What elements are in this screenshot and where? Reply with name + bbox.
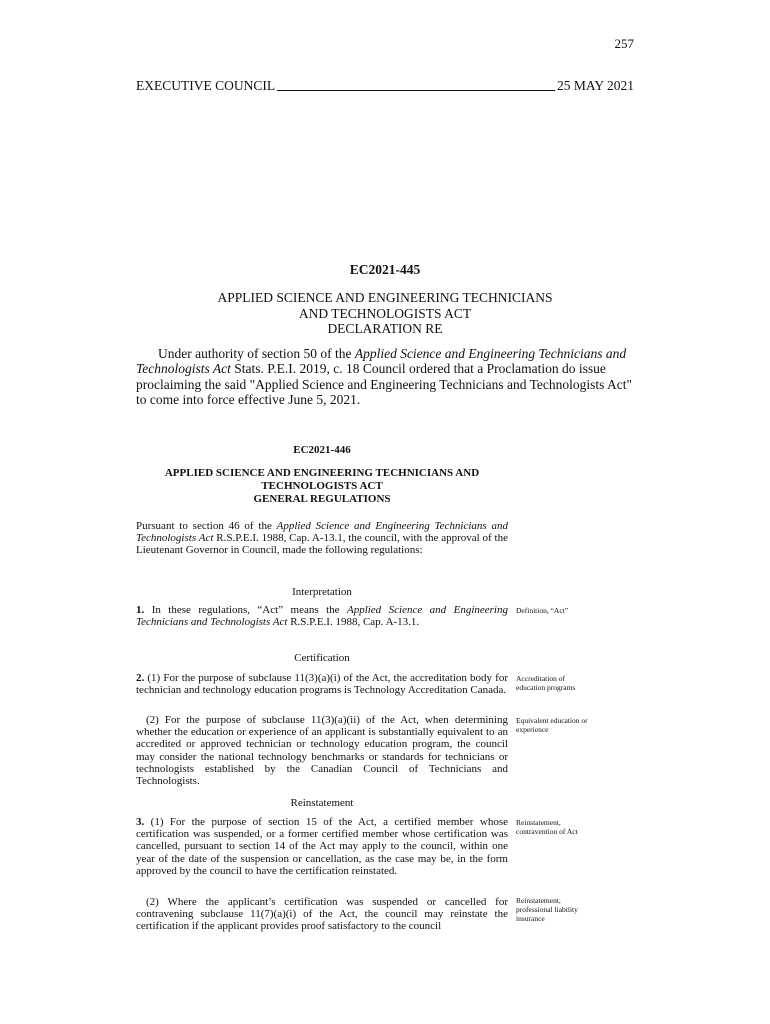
margin-note-reinstatement-insurance: Reinstatement, professional liability insurance: [516, 896, 578, 924]
section-number: 1.: [136, 604, 145, 616]
order-title-445: [136, 290, 634, 337]
header-right: 25 MAY 2021: [556, 78, 634, 93]
order-title-line: GENERAL REGULATIONS: [253, 493, 391, 505]
pursuant-text: Pursuant to section 46 of the: [136, 520, 277, 532]
section-number: 2.: [136, 672, 145, 684]
act-title-italic: Applied Science and Engineering Technicians and Technologists Act: [136, 346, 627, 377]
section-2-2: (2) For the purpose of subclause 11(3)(a)(ii) of the Act, when determining whether the education or experience of an applicant is substantially equivalent to an accredited or approved technician or technology education program, the council may consider the national technology benchmarks or standards for technicians or technologists established by the Canadian Council of Technicians and Technologists.: [136, 714, 508, 788]
pursuant-paragraph: [136, 520, 508, 557]
order-text-part: Under authority of section 50 of the: [158, 346, 355, 361]
margin-note-accreditation: Accreditation of education programs: [516, 674, 576, 693]
section-number: 3.: [136, 816, 145, 828]
margin-note-definition: Definition, “Act”: [516, 606, 569, 615]
order-title-line: APPLIED SCIENCE AND ENGINEERING TECHNICIANS: [217, 290, 553, 305]
page-number: 257: [614, 36, 634, 51]
running-header: [136, 78, 634, 94]
margin-note-reinstatement-contravention: Reinstatement, contravention of Act: [516, 818, 578, 837]
act-title-italic: Applied Science and Engineering Technicians and Technologists Act: [136, 604, 508, 629]
margin-note-equivalent: Equivalent education or experience: [516, 716, 588, 735]
section-text: In these regulations, “Act” means the: [144, 604, 347, 616]
section-2-1: [136, 672, 508, 696]
section-text: (1) For the purpose of subclause 11(3)(a)(i) of the Act, the accreditation body for technician and technology education programs is Technology Accreditation Canada.: [136, 672, 508, 697]
order-title-446: [136, 467, 508, 506]
order-text-part: Stats. P.E.I. 2019, c. 18 Council ordered that a Proclamation do issue proclaiming the said "Applied Science and Engineering Technicians and Technologists Act" to come into force effective June 5, 2021.: [136, 361, 633, 407]
section-3-1: [136, 816, 508, 877]
header-left: EXECUTIVE COUNCIL: [136, 78, 276, 93]
order-number-445: EC2021-445: [349, 262, 421, 277]
act-title-italic: Applied Science and Engineering Technicians and Technologists Act: [136, 520, 508, 545]
order-title-line: TECHNOLOGISTS ACT: [261, 480, 383, 492]
order-title-line: DECLARATION RE: [327, 321, 443, 336]
heading-certification: Certification: [294, 652, 350, 664]
order-title-line: AND TECHNOLOGISTS ACT: [298, 305, 472, 321]
section-text: R.S.P.E.I. 1988, Cap. A-13.1.: [287, 616, 420, 629]
section-1: [136, 604, 508, 628]
order-text-445: [136, 346, 634, 407]
pursuant-text: R.S.P.E.I. 1988, Cap. A-13.1, the council, with the approval of the Lieutenant Governor in Council, made the following regulations:: [136, 532, 508, 557]
section-3-2: (2) Where the applicant’s certification was suspended or cancelled for contravening subclause 11(7)(a)(i) of the Act, the council may reinstate the certification if the applicant provides proof satisfactory to the council: [136, 896, 508, 933]
order-title-line: APPLIED SCIENCE AND ENGINEERING TECHNICIANS AND: [164, 467, 480, 479]
header-rule: [277, 90, 555, 91]
heading-reinstatement: Reinstatement: [290, 797, 354, 809]
order-number-446: EC2021-446: [293, 444, 351, 456]
heading-interpretation: Interpretation: [292, 586, 352, 598]
section-text: (1) For the purpose of section 15 of the Act, a certified member whose certification was suspended, or a former certified member whose certification was cancelled, pursuant to section 14 of the Act may apply to the council, within one year of the date of the suspension or cancellation, as the case may be, in the form approved by the council to have the certification reinstated.: [136, 816, 508, 877]
